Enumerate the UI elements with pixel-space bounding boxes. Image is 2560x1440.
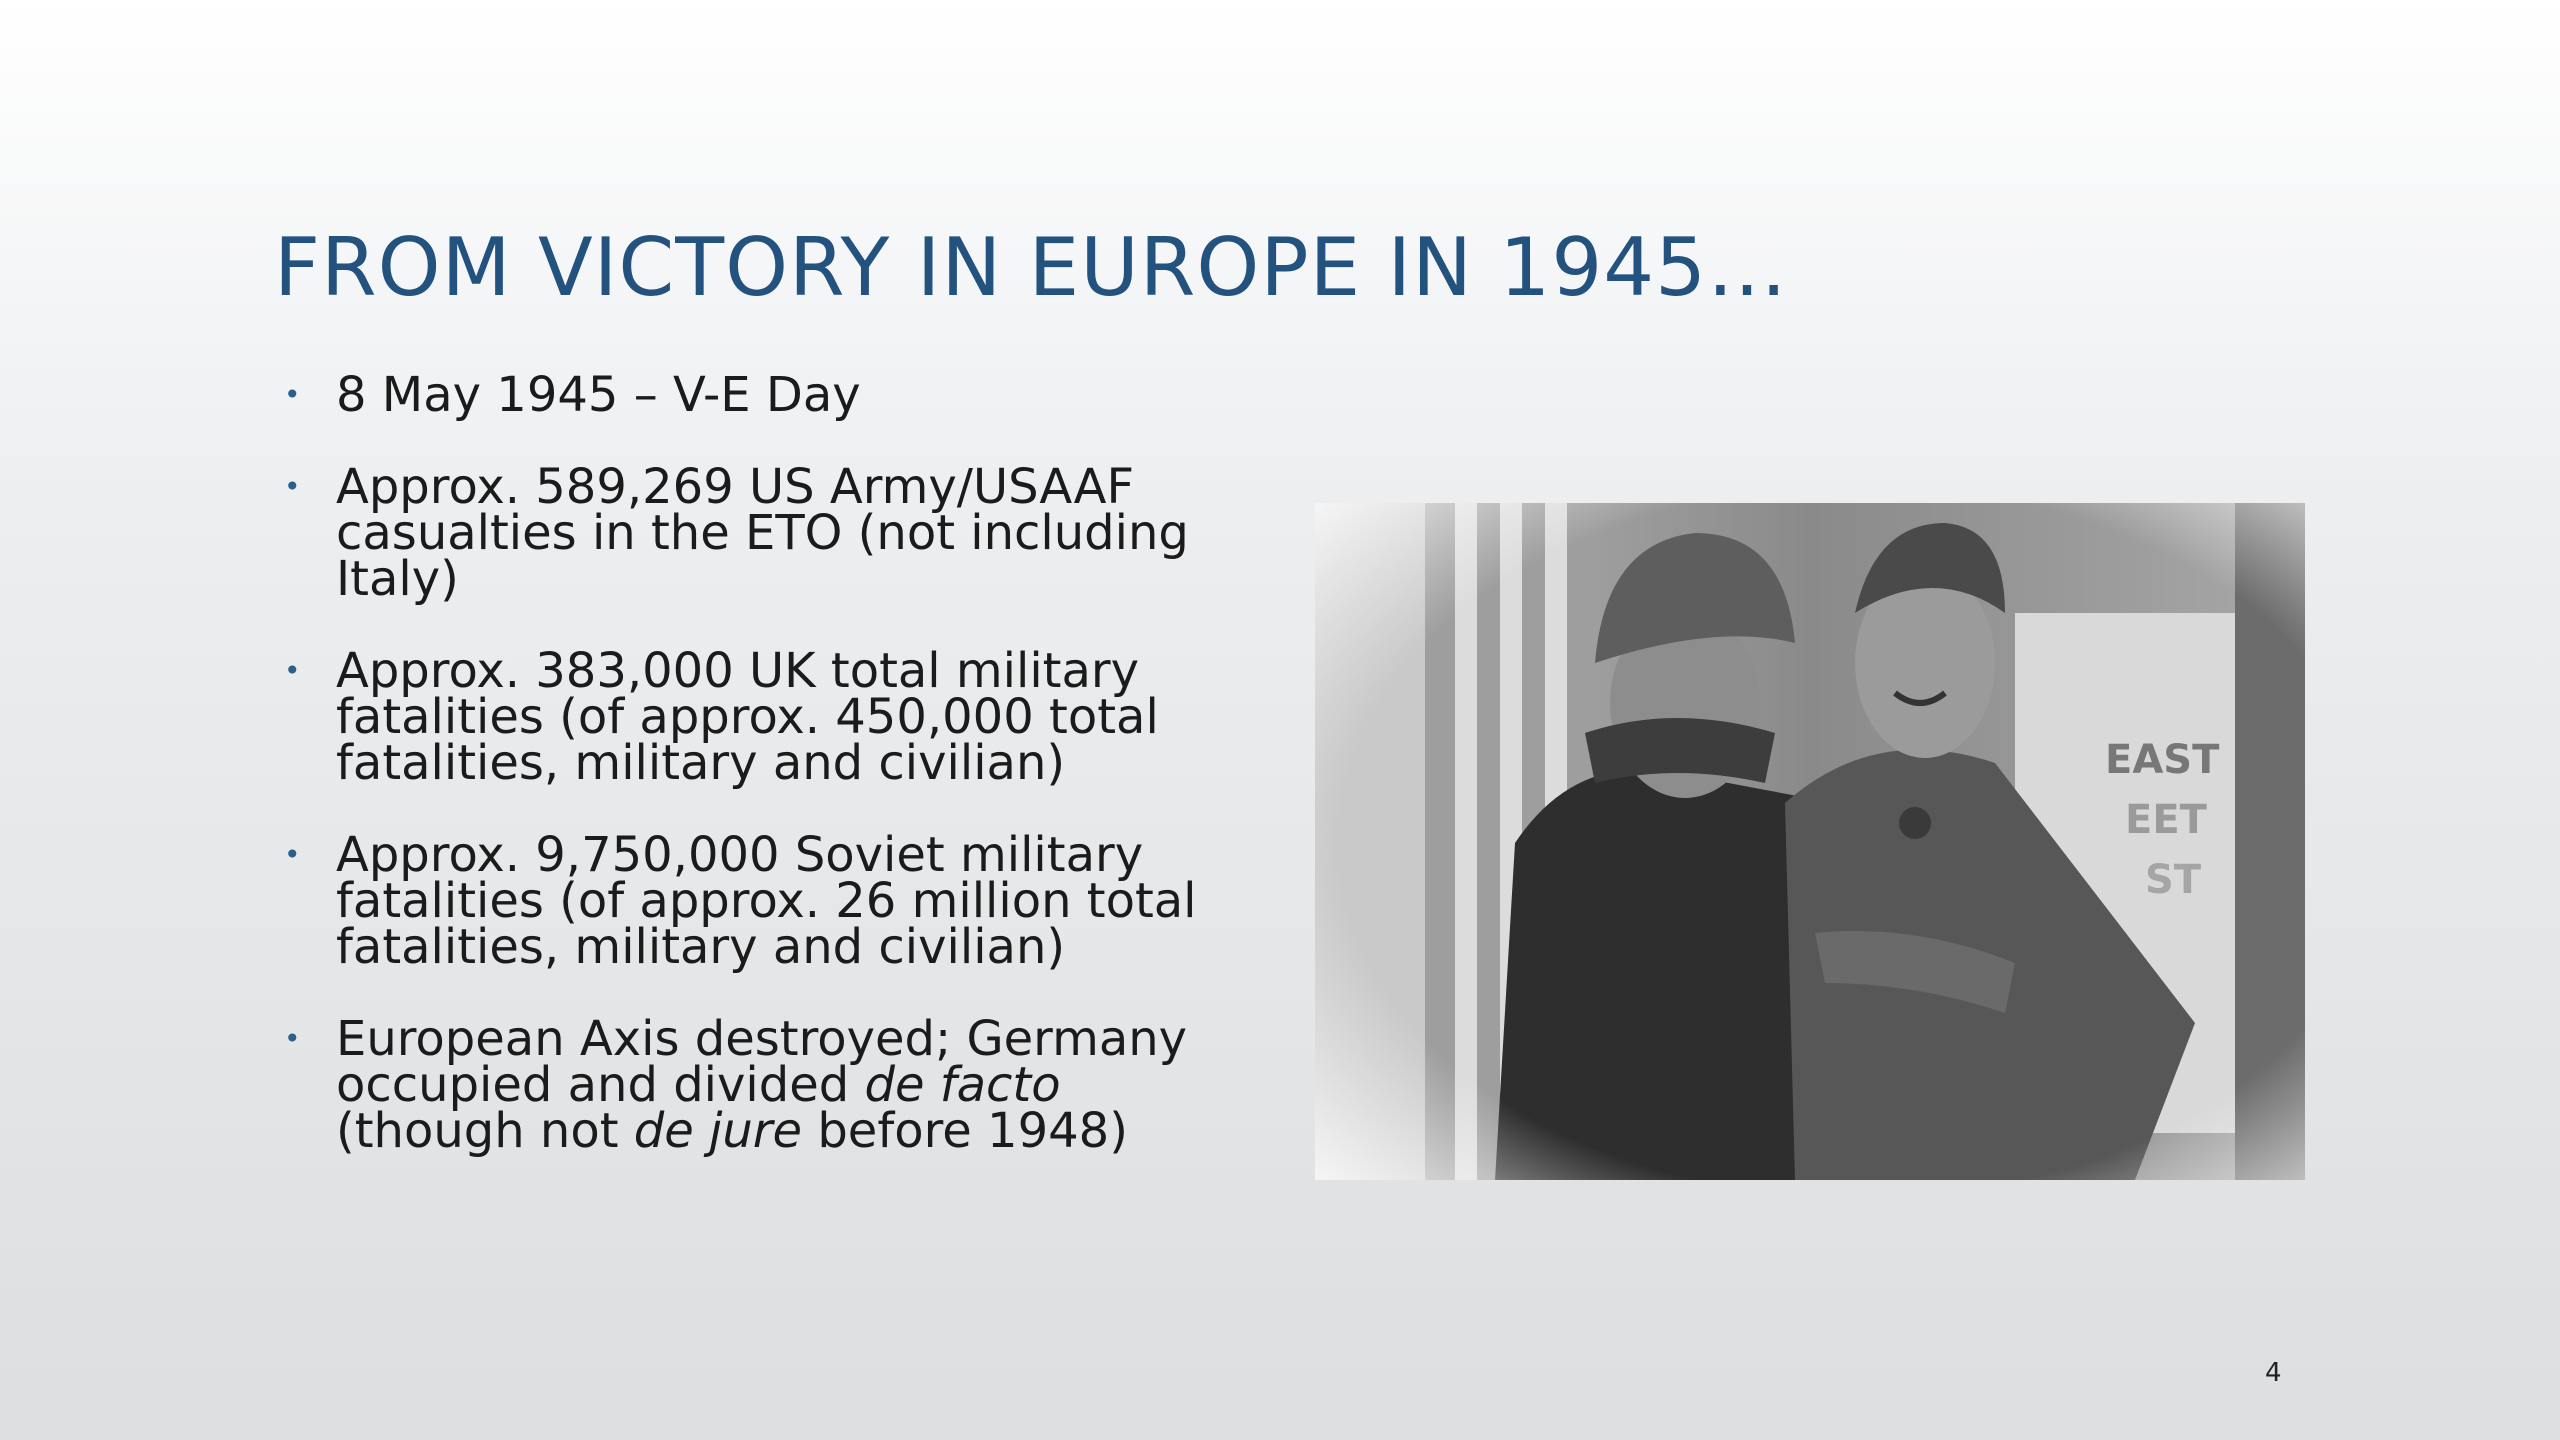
slide-title: FROM VICTORY IN EUROPE IN 1945…	[274, 221, 1789, 314]
photo-illustration	[1315, 503, 2305, 1180]
bullet-item	[284, 367, 1244, 423]
historical-photo	[1315, 503, 2305, 1180]
bullet-text: Approx. 9,750,000 Soviet military fatalities (of approx. 26 million total fatalities, military and civilian)	[336, 827, 1197, 975]
bullet-item	[284, 459, 1244, 607]
bullet-text: Approx. 589,269 US Army/USAAF casualties in the ETO (not including Italy)	[336, 459, 1189, 607]
bullet-text-part: (though not	[336, 1103, 634, 1159]
bullet-icon: •	[284, 470, 301, 503]
page-number: 4	[2265, 1358, 2282, 1388]
bullet-icon: •	[284, 378, 301, 411]
bullet-text-italic: de jure	[633, 1103, 803, 1159]
bullet-icon: •	[284, 654, 301, 687]
bullet-text-part: before 1948)	[802, 1103, 1128, 1159]
bullet-text: 8 May 1945 – V-E Day	[336, 367, 861, 423]
bullet-text-italic: de facto	[864, 1057, 1061, 1113]
bullet-item	[284, 1011, 1244, 1159]
bullet-text: Approx. 383,000 UK total military fatalities (of approx. 450,000 total fatalities, military and civilian)	[336, 643, 1159, 791]
bullet-item	[284, 827, 1244, 975]
bullet-icon: •	[284, 838, 301, 871]
bullet-text	[336, 1011, 1187, 1159]
bullet-item	[284, 643, 1244, 791]
photo-vignette	[1315, 503, 2305, 1180]
bullet-icon: •	[284, 1022, 301, 1055]
bullet-text-part: European Axis destroyed; Germany occupied and divided	[336, 1011, 1188, 1113]
bullet-list	[284, 367, 1244, 1200]
